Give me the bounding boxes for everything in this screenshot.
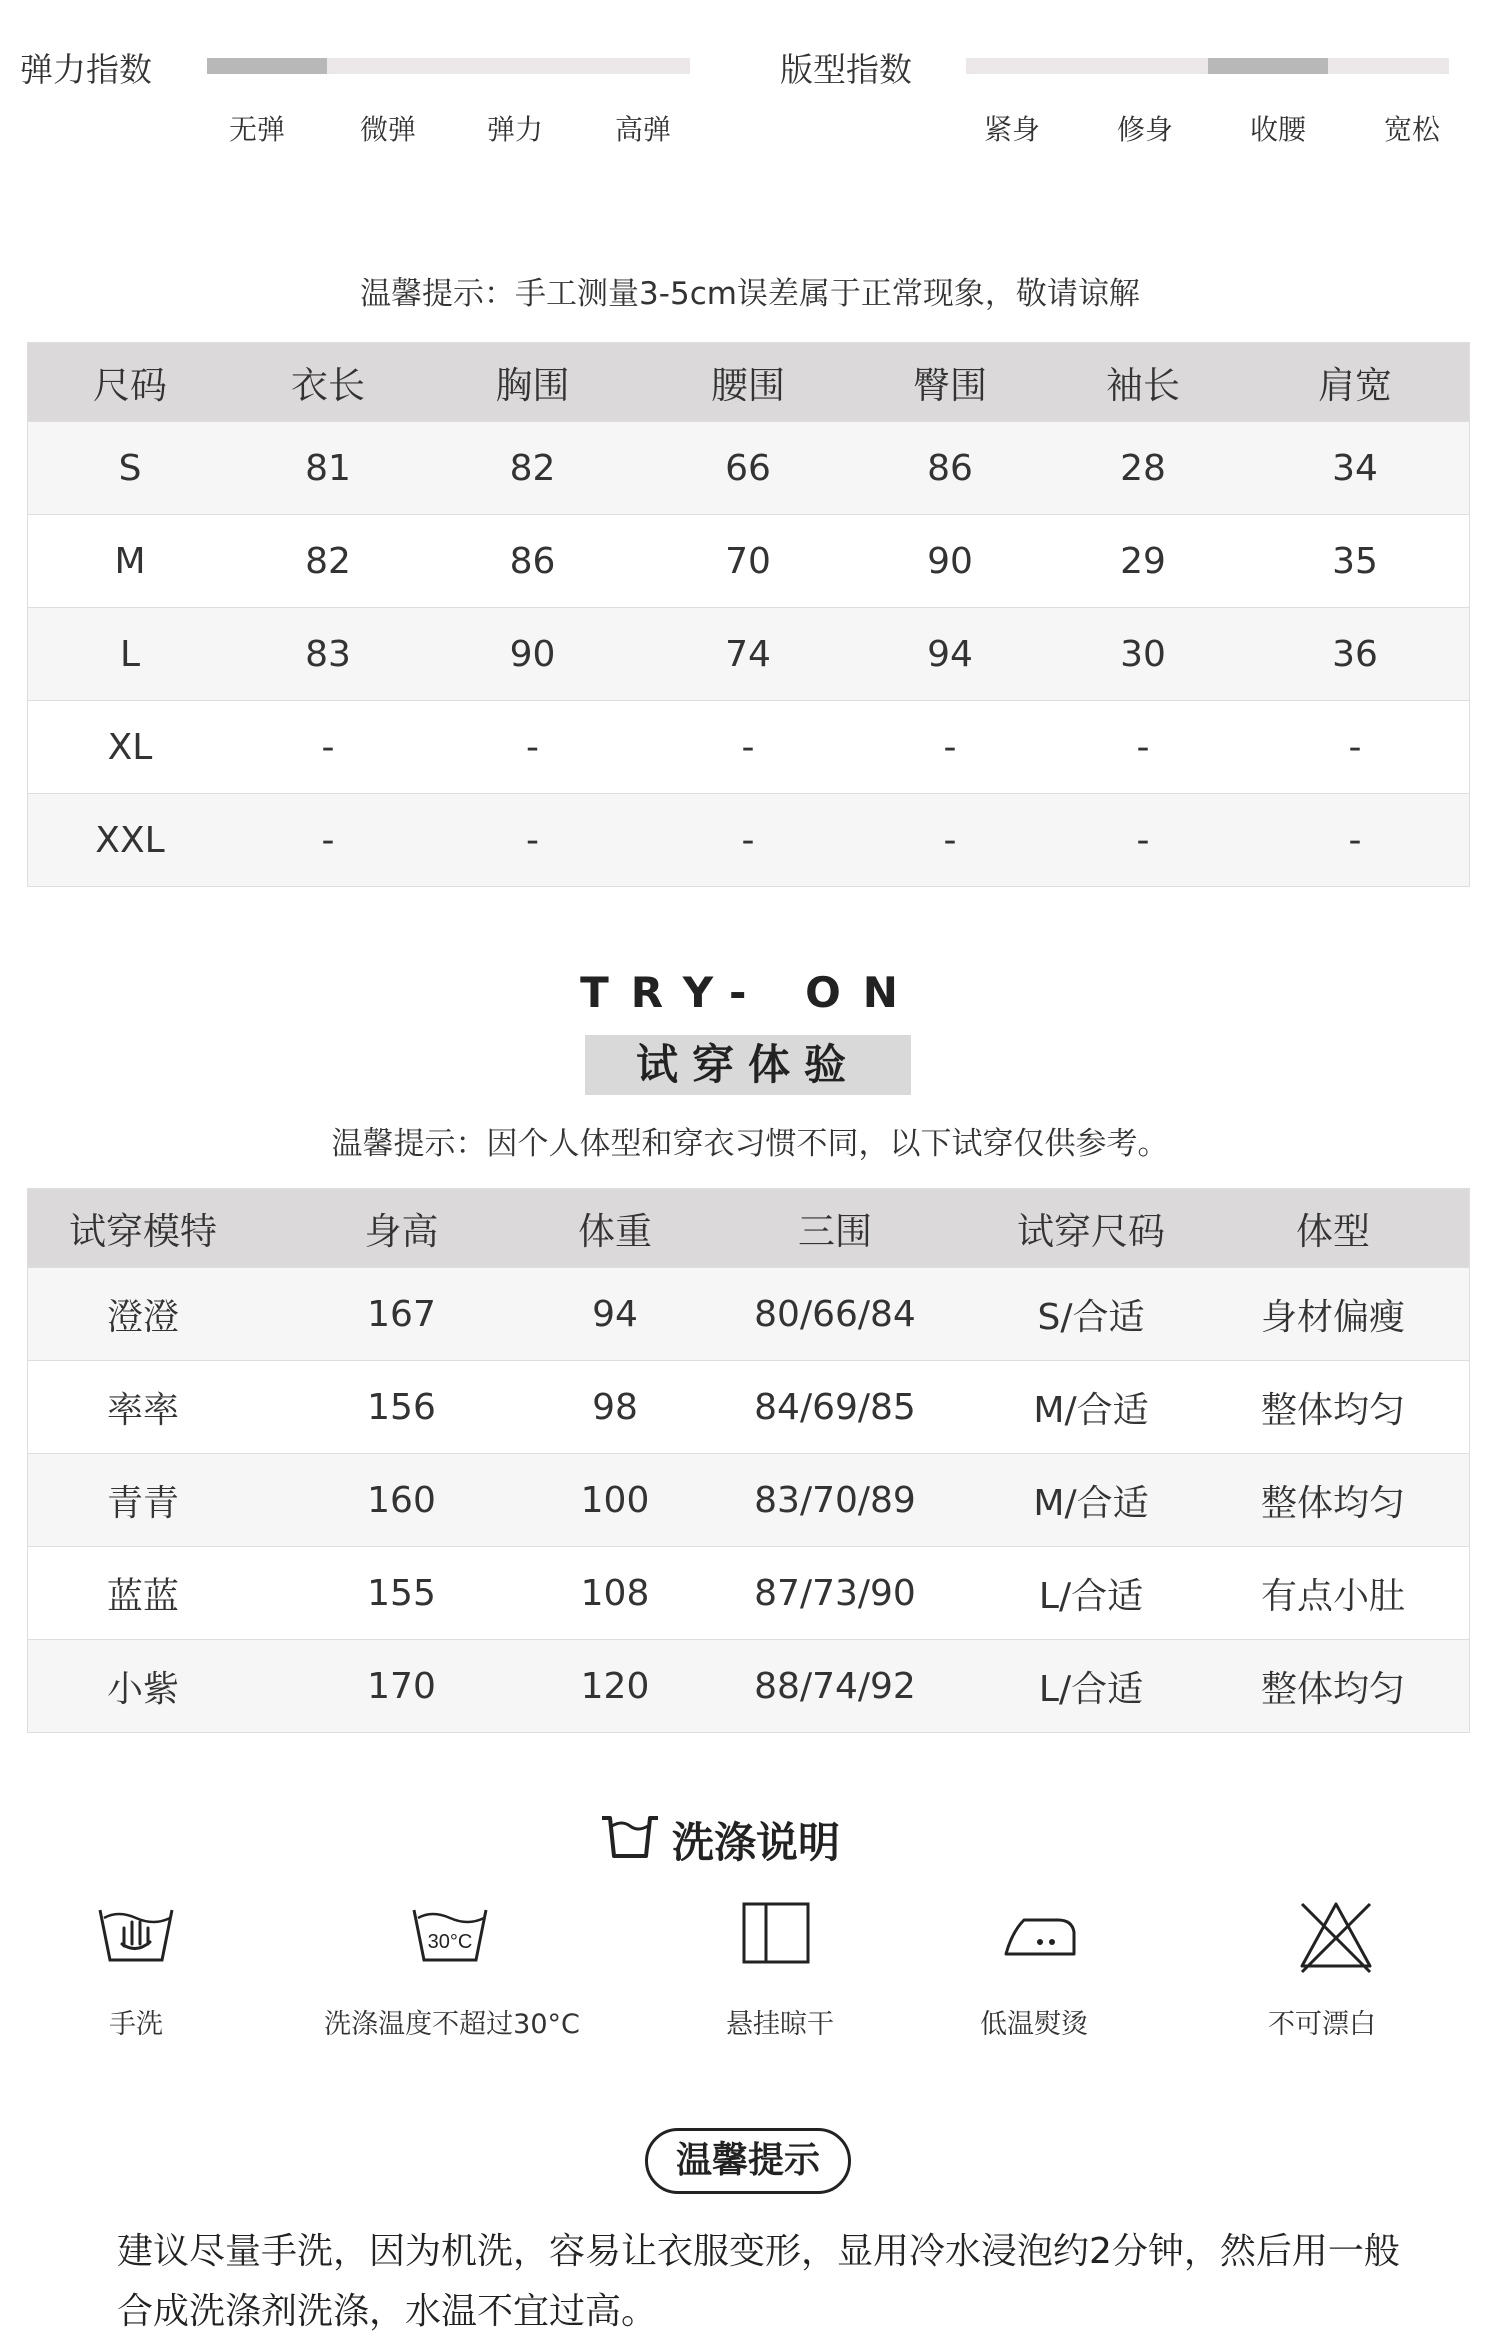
cell: 36 — [1332, 633, 1378, 675]
elastic-index-title: 弹力指数 — [20, 50, 152, 89]
cell: L/合适 — [1038, 1668, 1144, 1710]
elastic-index-track — [207, 58, 690, 74]
fit-option: 宽松 — [1383, 113, 1440, 146]
cell: 83/70/89 — [754, 1479, 916, 1521]
cell: M — [114, 540, 146, 582]
cell: 170 — [367, 1665, 436, 1707]
cell: - — [1348, 819, 1362, 861]
low-iron-icon — [1000, 1898, 1080, 1972]
cell: 86 — [509, 540, 556, 582]
cell: 90 — [927, 540, 973, 582]
cell: 30 — [1120, 633, 1166, 675]
cell: 155 — [367, 1572, 436, 1614]
tryon-title-en: TRY- ON — [580, 968, 920, 1017]
table-row — [28, 1639, 1469, 1732]
table-row — [28, 1267, 1469, 1360]
wash-temp-text: 30°C — [427, 1931, 473, 1953]
fit-option: 紧身 — [983, 113, 1040, 146]
cell: 整体均匀 — [1260, 1668, 1405, 1710]
no-bleach-icon — [1296, 1898, 1376, 1978]
cell: 小紫 — [106, 1668, 179, 1710]
cell: - — [1136, 726, 1150, 768]
cell: 34 — [1332, 447, 1378, 489]
table-row — [28, 1360, 1469, 1453]
elastic-option: 无弹 — [228, 113, 285, 146]
wash-basin-icon — [600, 1814, 660, 1864]
cell: - — [943, 819, 957, 861]
cell: S/合适 — [1037, 1296, 1145, 1338]
cell: 35 — [1332, 540, 1378, 582]
wash-30c-icon — [410, 1898, 490, 1972]
cell: 82 — [509, 447, 556, 489]
cell: S — [118, 447, 142, 489]
col-header: 臀围 — [913, 364, 987, 407]
cell: - — [1348, 726, 1362, 768]
table-row — [28, 1546, 1469, 1639]
tryon-table — [27, 1188, 1470, 1733]
cell: XXL — [95, 819, 165, 861]
cell: 94 — [592, 1293, 638, 1335]
cell: - — [1136, 819, 1150, 861]
cell: 156 — [367, 1386, 436, 1428]
cell: 120 — [580, 1665, 650, 1707]
cell: 70 — [725, 540, 771, 582]
col-header: 胸围 — [495, 364, 570, 407]
cell: - — [321, 819, 335, 861]
cell: 整体均匀 — [1260, 1389, 1405, 1431]
fit-option: 收腰 — [1249, 113, 1306, 146]
col-header: 试穿尺码 — [1017, 1210, 1165, 1253]
cell: 整体均匀 — [1260, 1482, 1405, 1524]
care-label: 手洗 — [109, 2009, 163, 2040]
tryon-title-cn: 试穿体验 — [635, 1040, 860, 1089]
tryon-note: 温馨提示：因个人体型和穿衣习惯不同，以下试穿仅供参考。 — [331, 1126, 1169, 1162]
col-header: 衣长 — [291, 364, 365, 407]
cell: 身材偏瘦 — [1260, 1296, 1405, 1338]
cell: 160 — [367, 1479, 436, 1521]
cell: 率率 — [106, 1389, 179, 1431]
cell: 86 — [927, 447, 973, 489]
cell: 66 — [725, 447, 771, 489]
elastic-option: 高弹 — [614, 113, 671, 146]
cell: - — [943, 726, 957, 768]
fit-option: 修身 — [1116, 113, 1173, 146]
cell: 澄澄 — [106, 1296, 179, 1338]
tips-text: 建议尽量手洗，因为机洗，容易让衣服变形，显用冷水浸泡约2分钟，然后用一般合成洗涤剂洗涤，水温不宜过高。 — [117, 2231, 1400, 2332]
cell: 蓝蓝 — [106, 1575, 179, 1617]
cell: 98 — [592, 1386, 638, 1428]
cell: 167 — [367, 1293, 436, 1335]
elastic-option: 弹力 — [486, 113, 543, 146]
hand-wash-icon — [96, 1898, 176, 1972]
cell: - — [321, 726, 335, 768]
cell: 90 — [509, 633, 556, 675]
size-table — [27, 342, 1470, 887]
col-header: 尺码 — [93, 364, 167, 407]
table-row — [28, 793, 1469, 886]
care-label: 悬挂晾干 — [726, 2009, 834, 2040]
cell: 88/74/92 — [754, 1665, 916, 1707]
cell: 100 — [580, 1479, 650, 1521]
cell: 82 — [305, 540, 351, 582]
col-header: 肩宽 — [1318, 364, 1392, 407]
col-header: 腰围 — [711, 364, 785, 407]
size-table-header — [28, 343, 1469, 421]
cell: XL — [107, 726, 153, 768]
cell: L/合适 — [1038, 1575, 1144, 1617]
cell: 29 — [1120, 540, 1166, 582]
fit-index-track — [966, 58, 1449, 74]
size-note: 温馨提示：手工测量3-5cm误差属于正常现象，敬请谅解 — [360, 276, 1140, 312]
cell: 74 — [725, 633, 771, 675]
table-row — [28, 514, 1469, 607]
cell: - — [741, 726, 755, 768]
col-header: 袖长 — [1106, 364, 1180, 407]
col-header: 体重 — [578, 1210, 652, 1253]
table-row — [28, 700, 1469, 793]
tips-badge: 温馨提示 — [645, 2128, 851, 2194]
cell: M/合适 — [1033, 1482, 1149, 1524]
care-label: 不可漂白 — [1268, 2009, 1376, 2040]
cell: 青青 — [106, 1482, 179, 1524]
col-header: 三围 — [798, 1210, 872, 1253]
fit-index-title: 版型指数 — [780, 50, 912, 89]
cell: 28 — [1120, 447, 1166, 489]
tryon-table-header — [28, 1189, 1469, 1267]
cell: - — [741, 819, 755, 861]
col-header: 试穿模特 — [69, 1210, 217, 1253]
col-header: 体型 — [1296, 1210, 1370, 1253]
care-label: 洗涤温度不超过30°C — [324, 2009, 580, 2040]
cell: 80/66/84 — [754, 1293, 916, 1335]
table-row — [28, 421, 1469, 514]
cell: 87/73/90 — [754, 1572, 916, 1614]
cell: 84/69/85 — [754, 1386, 916, 1428]
cell: - — [526, 726, 539, 768]
washing-title: 洗涤说明 — [672, 1818, 841, 1867]
cell: 83 — [305, 633, 351, 675]
cell: 94 — [927, 633, 973, 675]
care-label: 低温熨烫 — [980, 2009, 1088, 2040]
cell: L — [119, 633, 141, 675]
col-header: 身高 — [364, 1210, 439, 1253]
hang-dry-icon — [740, 1898, 812, 1972]
elastic-index-indicator — [207, 58, 327, 74]
cell: - — [526, 819, 539, 861]
cell: 81 — [305, 447, 351, 489]
fit-index-indicator — [1208, 58, 1328, 74]
table-row — [28, 607, 1469, 700]
elastic-option: 微弹 — [359, 113, 416, 146]
cell: 有点小肚 — [1260, 1575, 1405, 1617]
cell: M/合适 — [1033, 1389, 1149, 1431]
table-row — [28, 1453, 1469, 1546]
cell: 108 — [580, 1572, 650, 1614]
